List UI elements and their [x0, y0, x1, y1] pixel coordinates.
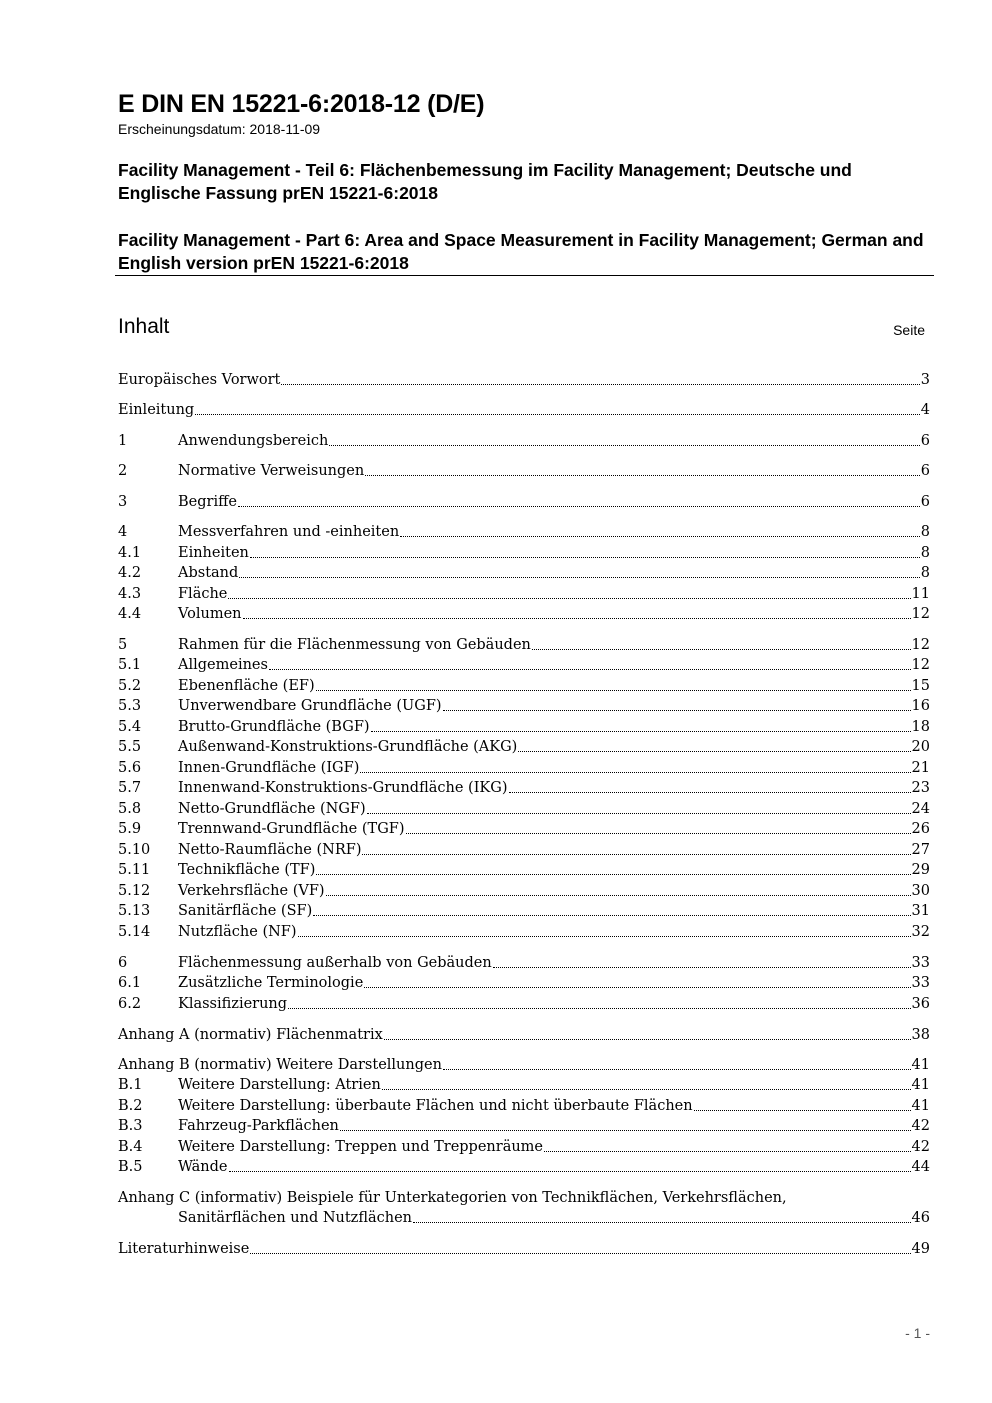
- toc-entry[interactable]: [118, 1055, 930, 1075]
- toc-dot-leader: [518, 737, 910, 752]
- toc-entry-page: 42: [911, 1139, 930, 1155]
- toc-dot-leader: [329, 431, 919, 446]
- toc-entry-number: 5.10: [118, 842, 151, 858]
- toc-entry-title: Einheiten: [178, 545, 249, 561]
- toc-entry-title: Rahmen für die Flächenmessung von Gebäuden: [178, 637, 531, 653]
- toc-dot-leader: [229, 1157, 911, 1172]
- toc-entry-number: 1: [118, 433, 128, 449]
- toc-entry-page: 4: [920, 402, 930, 418]
- toc-entry-number: 5.8: [118, 801, 142, 817]
- toc-entry-number: 5.7: [118, 780, 142, 796]
- toc-dot-leader: [384, 1025, 911, 1040]
- toc-entry-page: 12: [911, 657, 930, 673]
- toc-dot-leader: [371, 717, 911, 732]
- toc-entry-title: Anhang B (normativ) Weitere Darstellungen: [118, 1057, 442, 1073]
- toc-entry-title: Innen-Grundfläche (IGF): [178, 760, 360, 776]
- toc-entry[interactable]: [118, 1116, 930, 1136]
- toc-entry-page: 38: [911, 1027, 930, 1043]
- toc-entry[interactable]: [118, 543, 930, 563]
- toc-entry[interactable]: [118, 922, 930, 942]
- toc-heading: Inhalt: [118, 315, 170, 338]
- toc-entry[interactable]: [118, 881, 930, 901]
- toc-entry-title: Sanitärfläche (SF): [178, 903, 313, 919]
- toc-entry[interactable]: [118, 635, 930, 655]
- toc-entry-page: 26: [911, 821, 930, 837]
- toc-entry-page: 36: [911, 996, 930, 1012]
- toc-entry-title: Anhang C (informativ) Beispiele für Unterkategorien von Technikflächen, Verkehrsflächen,: [118, 1190, 787, 1206]
- toc-dot-leader: [364, 973, 910, 988]
- toc-entry[interactable]: [118, 522, 930, 542]
- footer-page-number: - 1 -: [905, 1325, 930, 1341]
- toc-entry[interactable]: [118, 973, 930, 993]
- toc-entry-title: Fläche: [178, 586, 228, 602]
- toc-entry[interactable]: [118, 799, 930, 819]
- toc-entry-number: 4.4: [118, 606, 142, 622]
- toc-entry-number: B.2: [118, 1098, 143, 1114]
- toc-entry-number: 4: [118, 524, 128, 540]
- toc-entry-title: Ebenenfläche (EF): [178, 678, 315, 694]
- toc-entry-title: Fahrzeug-Parkflächen: [178, 1118, 339, 1134]
- toc-dot-leader: [694, 1096, 911, 1111]
- toc-entry-page: 30: [911, 883, 930, 899]
- toc-entry[interactable]: [118, 1208, 930, 1228]
- toc-entry-number: B.1: [118, 1077, 143, 1093]
- toc-entry-title: Innenwand-Konstruktions-Grundfläche (IKG): [178, 780, 508, 796]
- toc-entry-page: 44: [911, 1159, 930, 1175]
- toc-entry-title: Weitere Darstellung: Treppen und Treppenräume: [178, 1139, 544, 1155]
- toc-dot-leader: [243, 604, 911, 619]
- toc-entry-title: Flächenmessung außerhalb von Gebäuden: [178, 955, 492, 971]
- toc-entry-number: 5.3: [118, 698, 142, 714]
- toc-entry-number: 5: [118, 637, 128, 653]
- toc-entry-page: 31: [911, 903, 930, 919]
- toc-entry-number: 3: [118, 494, 128, 510]
- toc-entry-title: Europäisches Vorwort: [118, 372, 281, 388]
- toc-dot-leader: [340, 1116, 911, 1131]
- toc-dot-leader: [406, 819, 911, 834]
- toc-entry-page: 16: [911, 698, 930, 714]
- toc-dot-leader: [316, 860, 910, 875]
- toc-dot-leader: [532, 635, 911, 650]
- toc-entry[interactable]: [118, 840, 930, 860]
- toc-entry-title: Normative Verweisungen: [178, 463, 365, 479]
- toc-dot-leader: [316, 676, 911, 691]
- toc-entry-page: 8: [920, 565, 930, 581]
- toc-dot-leader: [413, 1208, 911, 1223]
- toc-dot-leader: [362, 840, 910, 855]
- toc-entry-page: 41: [911, 1077, 930, 1093]
- toc-entry[interactable]: [118, 400, 930, 420]
- toc-entry-title: Zusätzliche Terminologie: [178, 975, 364, 991]
- toc-dot-leader: [360, 758, 910, 773]
- toc-entry-number: 5.1: [118, 657, 142, 673]
- toc-entry-page: 20: [911, 739, 930, 755]
- toc-dot-leader: [239, 563, 919, 578]
- toc-entry-title: Netto-Raumfläche (NRF): [178, 842, 362, 858]
- toc-dot-leader: [382, 1075, 911, 1090]
- toc-entry-page: 12: [911, 637, 930, 653]
- toc-entry-title: Klassifizierung: [178, 996, 288, 1012]
- toc-entry[interactable]: [118, 953, 930, 973]
- toc-entry[interactable]: [118, 1096, 930, 1116]
- toc-entry[interactable]: [118, 696, 930, 716]
- toc-entry[interactable]: [118, 737, 930, 757]
- toc-dot-leader: [250, 1239, 910, 1254]
- toc-entry-page: 32: [911, 924, 930, 940]
- toc-entry-title: Unverwendbare Grundfläche (UGF): [178, 698, 442, 714]
- title-english: Facility Management - Part 6: Area and Space Measurement in Facility Management; German and English version prEN 15221-6:2018: [118, 230, 924, 273]
- toc-dot-leader: [195, 400, 920, 415]
- toc-entry-title: Weitere Darstellung: Atrien: [178, 1077, 381, 1093]
- document-id: E DIN EN 15221-6:2018-12 (D/E): [118, 90, 485, 118]
- toc-page-column-label: Seite: [893, 322, 925, 338]
- toc-entry-number: B.3: [118, 1118, 143, 1134]
- toc-entry[interactable]: [118, 778, 930, 798]
- toc-entry-title: Weitere Darstellung: überbaute Flächen und nicht überbaute Flächen: [178, 1098, 693, 1114]
- toc-entry-number: 6: [118, 955, 128, 971]
- toc-entry-page: 33: [911, 955, 930, 971]
- toc-entry-page: 8: [920, 524, 930, 540]
- toc-entry[interactable]: [118, 431, 930, 451]
- toc-entry-number: 5.13: [118, 903, 151, 919]
- toc-entry-page: 33: [911, 975, 930, 991]
- toc-entry-title: Allgemeines: [178, 657, 268, 673]
- toc-entry-number: 5.2: [118, 678, 142, 694]
- toc-entry-number: 5.5: [118, 739, 142, 755]
- toc-entry-page: 18: [911, 719, 930, 735]
- toc-dot-leader: [298, 922, 911, 937]
- toc-entry-page: 24: [911, 801, 930, 817]
- toc-dot-leader: [313, 901, 910, 916]
- header-divider: [115, 275, 934, 276]
- toc-entry[interactable]: [118, 1025, 930, 1045]
- toc-entry-title: Volumen: [178, 606, 242, 622]
- toc-entry-title: Außenwand-Konstruktions-Grundfläche (AKG): [178, 739, 518, 755]
- toc-dot-leader: [250, 543, 920, 558]
- toc-entry[interactable]: [118, 370, 930, 390]
- toc-entry-title: Verkehrsfläche (VF): [178, 883, 325, 899]
- toc-dot-leader: [367, 799, 911, 814]
- toc-entry-title: Messverfahren und -einheiten: [178, 524, 400, 540]
- toc-entry-title: Trennwand-Grundfläche (TGF): [178, 821, 405, 837]
- toc-entry-number: 5.9: [118, 821, 142, 837]
- toc-entry-page: 6: [920, 463, 930, 479]
- toc-entry[interactable]: [118, 994, 930, 1014]
- toc-entry[interactable]: [118, 717, 930, 737]
- toc-dot-leader: [443, 1055, 911, 1070]
- toc-entry-title: Einleitung: [118, 402, 195, 418]
- toc-entry-number: 2: [118, 463, 128, 479]
- toc-entry-number: B.5: [118, 1159, 143, 1175]
- toc-entry[interactable]: [118, 1188, 930, 1208]
- toc-entry-number: 6.1: [118, 975, 142, 991]
- toc-entry-number: 5.4: [118, 719, 142, 735]
- toc-entry-number: 4.1: [118, 545, 142, 561]
- toc-entry-page: 6: [920, 433, 930, 449]
- toc-entry[interactable]: [118, 1239, 930, 1259]
- toc-dot-leader: [365, 461, 920, 476]
- toc-entry[interactable]: [118, 492, 930, 512]
- toc-entry[interactable]: [118, 860, 930, 880]
- toc-entry[interactable]: [118, 604, 930, 624]
- toc-dot-leader: [493, 953, 911, 968]
- toc-entry[interactable]: [118, 1137, 930, 1157]
- title-german: Facility Management - Teil 6: Flächenbemessung im Facility Management; Deutsche und Englische Fassung prEN 15221-6:2018: [118, 160, 852, 203]
- toc-entry-title: Sanitärflächen und Nutzflächen: [178, 1210, 413, 1226]
- toc-entry-title: Literaturhinweise: [118, 1241, 250, 1257]
- toc-entry-number: 5.12: [118, 883, 151, 899]
- toc-entry-page: 12: [911, 606, 930, 622]
- toc-dot-leader: [269, 655, 911, 670]
- toc-entry-page: 6: [920, 494, 930, 510]
- toc-entry-number: 4.3: [118, 586, 142, 602]
- toc-dot-leader: [443, 696, 911, 711]
- toc-entry-page: 3: [920, 372, 930, 388]
- toc-entry-title: Abstand: [178, 565, 239, 581]
- toc-entry-page: 46: [911, 1210, 930, 1226]
- toc-entry-page: 27: [911, 842, 930, 858]
- toc-entry-page: 8: [920, 545, 930, 561]
- toc-entry-page: 21: [911, 760, 930, 776]
- toc-entry[interactable]: [118, 758, 930, 778]
- toc-entry-title: Anhang A (normativ) Flächenmatrix: [118, 1027, 383, 1043]
- toc-entry-page: 29: [911, 862, 930, 878]
- toc-entry[interactable]: [118, 563, 930, 583]
- toc-entry-title: Nutzfläche (NF): [178, 924, 297, 940]
- toc-entry-number: 5.14: [118, 924, 151, 940]
- toc-entry-title: Brutto-Grundfläche (BGF): [178, 719, 370, 735]
- toc-entry-number: 4.2: [118, 565, 142, 581]
- toc-entry[interactable]: [118, 655, 930, 675]
- toc-entry[interactable]: [118, 1157, 930, 1177]
- toc-entry[interactable]: [118, 676, 930, 696]
- publication-date: Erscheinungsdatum: 2018-11-09: [118, 121, 321, 137]
- toc-entry-title: Wände: [178, 1159, 228, 1175]
- toc-entry-title: Netto-Grundfläche (NGF): [178, 801, 366, 817]
- toc-entry[interactable]: [118, 584, 930, 604]
- toc-entry[interactable]: [118, 901, 930, 921]
- toc-entry-page: 11: [911, 586, 930, 602]
- toc-entry[interactable]: [118, 1075, 930, 1095]
- toc-entry-page: 41: [911, 1057, 930, 1073]
- toc-entry-number: 5.6: [118, 760, 142, 776]
- toc-entry-page: 49: [911, 1241, 930, 1257]
- toc-entry-page: 23: [911, 780, 930, 796]
- toc-entry-page: 42: [911, 1118, 930, 1134]
- toc-entry-title: Anwendungsbereich: [178, 433, 329, 449]
- toc-dot-leader: [509, 778, 911, 793]
- toc-dot-leader: [288, 994, 910, 1009]
- toc-entry-title: Technikfläche (TF): [178, 862, 316, 878]
- toc-dot-leader: [281, 370, 919, 385]
- toc-entry-page: 15: [911, 678, 930, 694]
- toc-entry-number: B.4: [118, 1139, 143, 1155]
- toc-entry-number: 5.11: [118, 862, 151, 878]
- toc-entry[interactable]: [118, 819, 930, 839]
- toc-entry[interactable]: [118, 461, 930, 481]
- toc-dot-leader: [326, 881, 911, 896]
- toc-entry-title: Begriffe: [178, 494, 237, 510]
- toc-dot-leader: [544, 1137, 911, 1152]
- toc-entry-page: 41: [911, 1098, 930, 1114]
- toc-dot-leader: [228, 584, 910, 599]
- toc-dot-leader: [400, 522, 920, 537]
- toc-entry-number: 6.2: [118, 996, 142, 1012]
- toc-dot-leader: [238, 492, 920, 507]
